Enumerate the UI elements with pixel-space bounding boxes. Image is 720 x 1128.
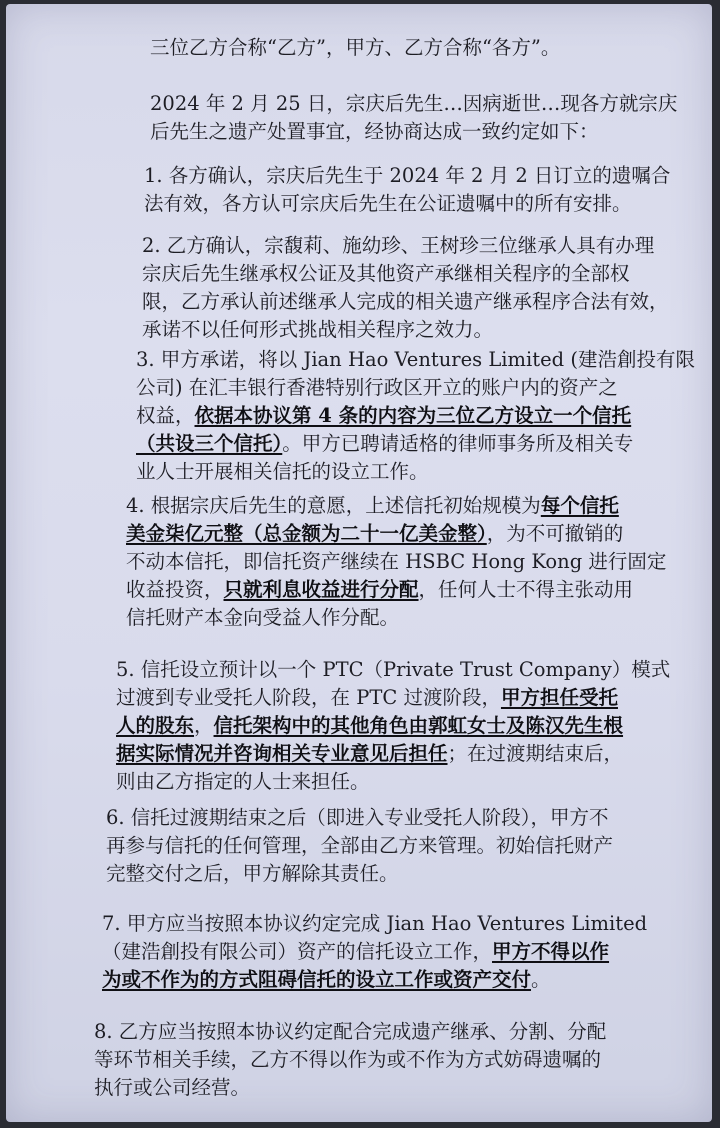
plain-text: （建浩創投有限公司）资产的信托设立工作， [102,940,493,963]
text-line [136,430,695,458]
text-line: 则由乙方指定的人士来担任。 [116,770,370,793]
text-line: 宗庆后先生继承权公证及其他资产承继相关程序的全部权 [142,262,630,285]
clause-6 [106,804,613,888]
text-line: 等环节相关手续，乙方不得以作为或不作为方式妨碍遗嘱的 [94,1048,602,1071]
preamble-paragraph [150,90,677,146]
emphasized-text: 每个信托 [540,494,619,517]
plain-text: 过渡到专业受托人阶段，在 PTC 过渡阶段， [116,686,501,709]
clause-4 [126,492,666,632]
plain-text: 。甲方已聘请适格的律师事务所及相关专 [282,432,634,455]
plain-text: 收益投资， [126,578,224,601]
text-line: 完整交付之后，甲方解除其责任。 [106,862,399,885]
plain-text: ，为不可撤销的 [486,522,624,545]
clause-8 [94,1018,606,1102]
text-line: 三位乙方合称“乙方”，甲方、乙方合称“各方”。 [150,36,561,59]
clause-3 [136,346,695,486]
text-line: 信托财产本金向受益人作分配。 [126,606,400,629]
emphasized-text: 甲方不得以作 [492,940,610,963]
text-line: 法有效，各方认可宗庆后先生在公证遗嘱中的所有安排。 [144,192,632,215]
text-line [102,966,647,994]
text-line: 7. 甲方应当按照本协议约定完成 Jian Hao Ventures Limited [102,912,648,935]
document-page [6,4,712,1122]
text-line: 5. 信托设立预计以一个 PTC（Private Trust Company）模式 [116,658,671,681]
clause-7 [102,910,647,994]
text-line [102,938,647,966]
plain-text: 权益， [136,404,195,427]
clause-1 [144,162,670,218]
emphasized-text: 为或不作为的方式阻碍信托的设立工作或资产交付 [102,968,532,991]
text-line: 再参与信托的任何管理，全部由乙方来管理。初始信托财产 [106,834,614,857]
text-line: 1. 各方确认，宗庆后先生于 2024 年 2 月 2 日订立的遗嘱合 [144,164,671,187]
text-line [126,492,666,520]
plain-text: ， [194,714,214,737]
plain-text: 4. 根据宗庆后先生的意愿，上述信托初始规模为 [126,494,541,517]
text-line: 3. 甲方承诺，将以 Jian Hao Ventures Limited (建浩創投有限 [136,348,695,371]
intro-paragraph [150,34,560,62]
text-line [126,576,666,604]
plain-text: ，任何人士不得主张动用 [418,578,634,601]
text-line: 公司) 在汇丰银行香港特别行政区开立的账户内的资产之 [136,376,618,399]
text-line: 后先生之遗产处置事宜，经协商达成一致约定如下： [150,120,599,143]
emphasized-text: （共设三个信托） [136,432,283,455]
text-line: 业人士开展相关信托的设立工作。 [136,460,429,483]
text-line: 限，乙方承认前述继承人完成的相关遗产继承程序合法有效， [142,290,669,313]
clause-5 [116,656,670,796]
emphasized-text: 依据本协议第 4 条的内容为三位乙方设立一个信托 [194,404,632,427]
text-line: 2024 年 2 月 25 日，宗庆后先生…因病逝世…现各方就宗庆 [150,92,678,115]
text-line: 8. 乙方应当按照本协议约定配合完成遗产继承、分割、分配 [94,1020,607,1043]
text-line [116,712,670,740]
emphasized-text: 信托架构中的其他角色由郭虹女士及陈汉先生根 [213,714,624,737]
text-line: 承诺不以任何形式挑战相关程序之效力。 [142,318,494,341]
text-line: 6. 信托过渡期结束之后（即进入专业受托人阶段），甲方不 [106,806,609,829]
text-line [116,740,670,768]
text-line: 不动本信托，即信托资产继续在 HSBC Hong Kong 进行固定 [126,550,667,573]
text-line [136,402,695,430]
emphasized-text: 只就利息收益进行分配 [223,578,419,601]
emphasized-text: 据实际情况并咨询相关专业意见后担任 [116,742,448,765]
plain-text: 。 [531,968,551,991]
clause-2 [142,232,669,344]
text-line [116,684,670,712]
text-line: 2. 乙方确认，宗馥莉、施幼珍、王树珍三位继承人具有办理 [142,234,655,257]
text-line [126,520,666,548]
text-line: 执行或公司经营。 [94,1076,251,1099]
plain-text: ；在过渡期结束后， [447,742,624,765]
emphasized-text: 人的股东 [116,714,195,737]
emphasized-text: 甲方担任受托 [500,686,618,709]
emphasized-text: 美金柒亿元整（总金额为二十一亿美金整） [126,522,487,545]
